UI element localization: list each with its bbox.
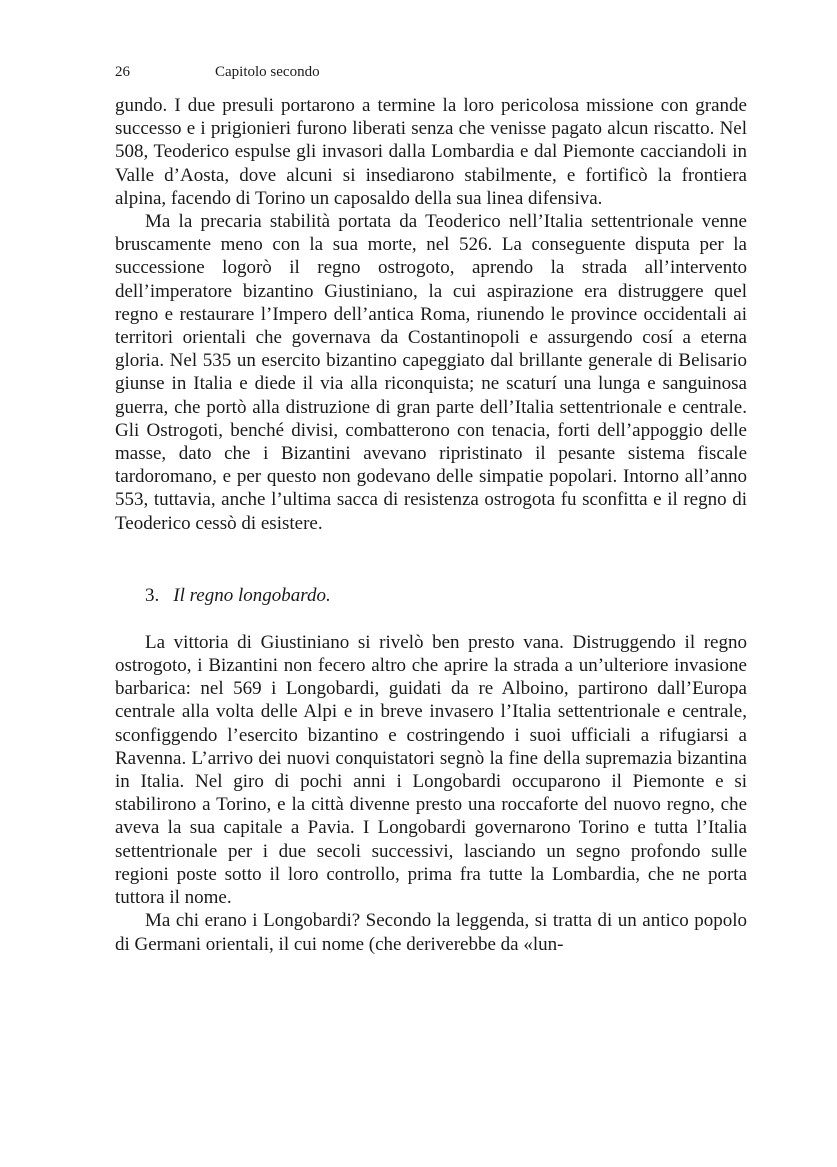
page-number: 26 bbox=[115, 64, 130, 80]
body-text-after bbox=[115, 631, 747, 956]
body-text-before bbox=[115, 94, 747, 535]
section-title: Il regno longobardo. bbox=[173, 584, 331, 606]
book-page bbox=[115, 62, 747, 956]
section-number: 3. bbox=[145, 584, 160, 606]
paragraph: Ma chi erano i Longobardi? Secondo la leggenda, si tratta di un antico popolo di Germani orientali, il cui nome (che deriverebbe da «lun- bbox=[115, 910, 747, 955]
paragraph: Ma la precaria stabilità portata da Teoderico nell’Italia settentrionale venne bruscamente meno con la sua morte, nel 526. La conseguente disputa per la successione logorò il regno ostrogoto, aprendo la strada all’intervento dell’imperatore bizantino Giustiniano, la cui aspirazione era distruggere quel regno e restaurare l’Impero dell’antica Roma, riunendo le province occidentali ai territori orientali che governava da Costantinopoli e assurgendo cosí a eterna gloria. Nel 535 un esercito bizantino capeggiato dal brillante generale di Belisario giunse in Italia e diede il via alla riconquista; ne scaturí una lunga e sanguinosa guerra, che portò alla distruzione di gran parte dell’Italia settentrionale e centrale. Gli Ostrogoti, benché divisi, combatterono con tenacia, forti dell’appoggio delle masse, dato che i Bizantini avevano ripristinato il pesante sistema fiscale tardoromano, e per questo non godevano delle simpatie popolari. Intorno all’anno 553, tuttavia, anche l’ultima sacca di resistenza ostrogota fu sconfitta e il regno di Teoderico cessò di esistere. bbox=[115, 211, 747, 534]
running-header bbox=[115, 62, 747, 82]
chapter-title: Capitolo secondo bbox=[215, 64, 320, 80]
paragraph: La vittoria di Giustiniano si rivelò ben presto vana. Distruggendo il regno ostrogoto, i Bizantini non fecero altro che aprire la strada a un’ulteriore invasione barbarica: nel 569 i Longobardi, guidati da re Alboino, partirono dall’Europa centrale alla volta delle Alpi e in breve invasero l’Italia settentrionale e centrale, sconfiggendo l’esercito bizantino e costringendo i suoi ufficiali a rifugiarsi a Ravenna. L’arrivo dei nuovi conquistatori segnò la fine della supremazia bizantina in Italia. Nel giro di pochi anni i Longobardi occuparono il Piemonte e si stabilirono a Torino, e la città divenne presto una roccaforte del nuovo regno, che aveva la sua capitale a Pavia. I Longobardi governarono Torino e tutta l’Italia settentrionale per i due secoli successivi, lasciando un segno profondo sulle regioni poste sotto il loro controllo, prima fra tutte la Lombardia, che ne porta tuttora il nome. bbox=[115, 631, 747, 909]
section-heading bbox=[115, 584, 747, 608]
paragraph: gundo. I due presuli portarono a termine la loro pericolosa missione con grande successo e i prigionieri furono liberati senza che venisse pagato alcun riscatto. Nel 508, Teoderico espulse gli invasori dalla Lombardia e dal Piemonte cacciandoli in Valle d’Aosta, dove alcuni si insediarono stabilmente, e fortificò la frontiera alpina, facendo di Torino un caposaldo della sua linea difensiva. bbox=[115, 95, 747, 209]
